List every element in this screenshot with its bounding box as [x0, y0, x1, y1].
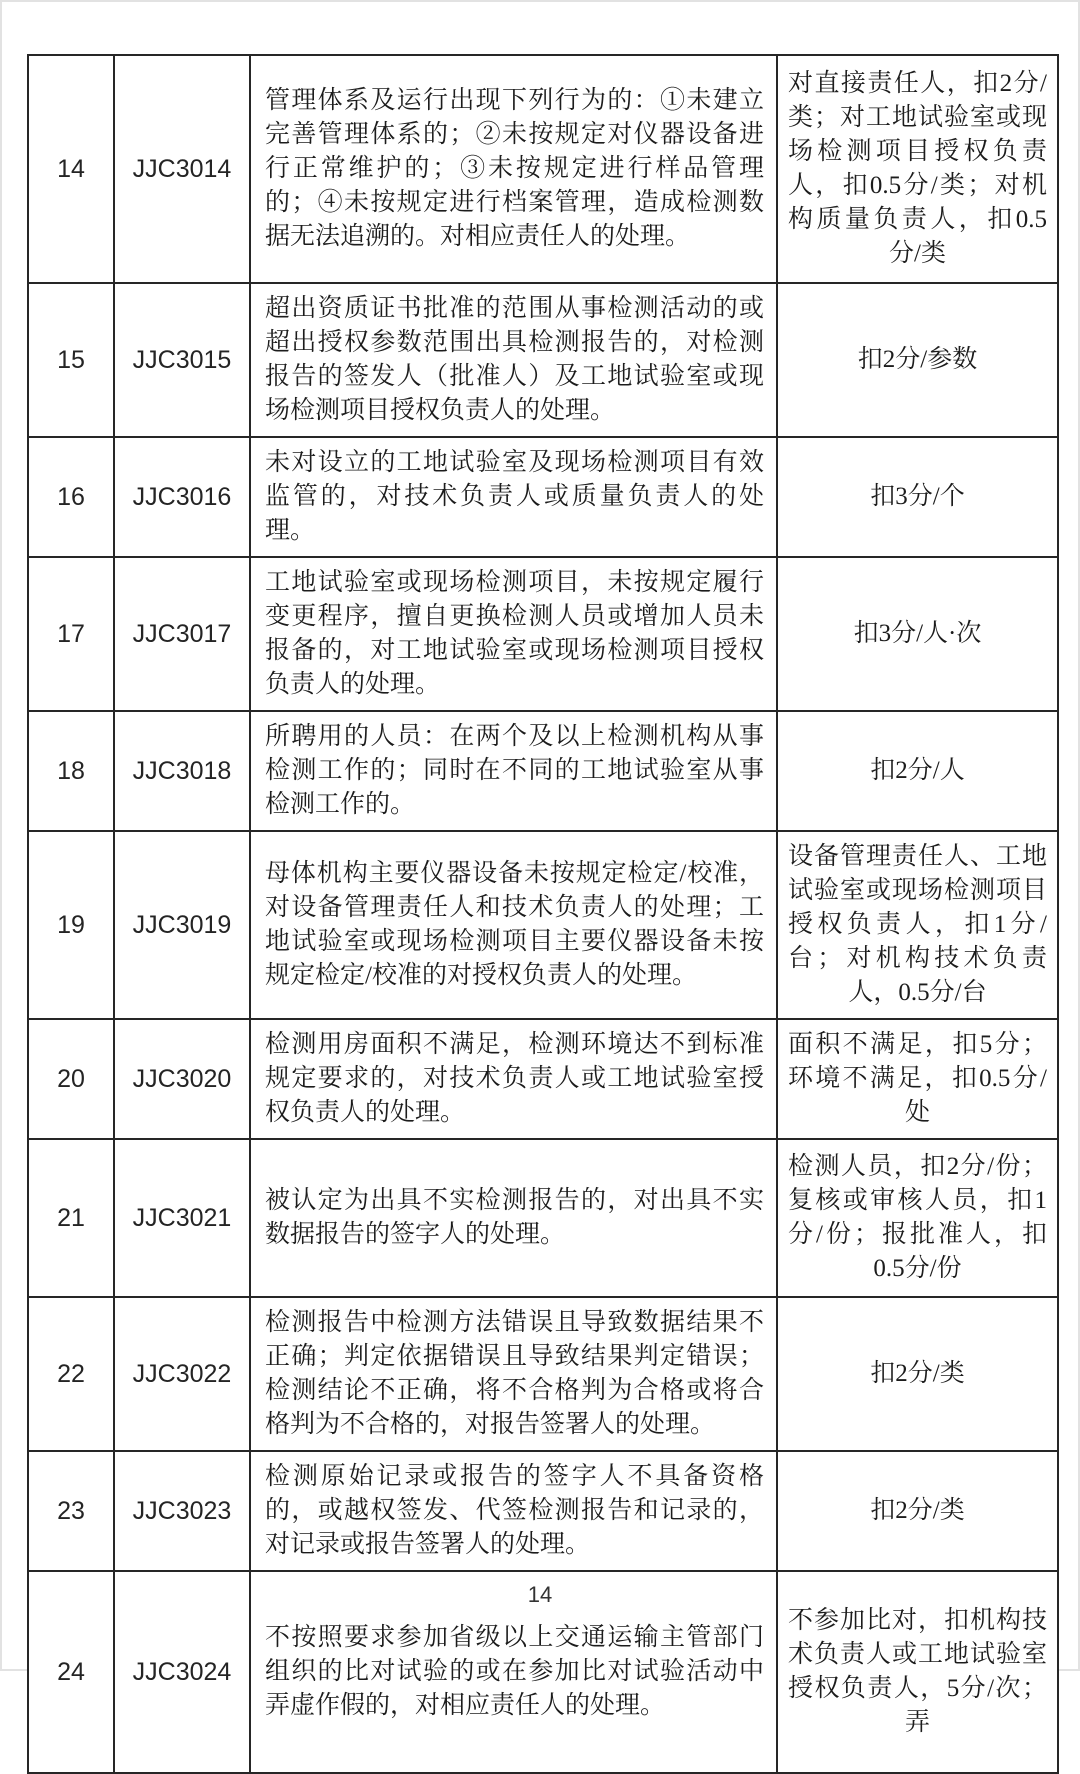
code-cell: JJC3023 [115, 1452, 251, 1570]
penalty-text: 扣2分/类 [870, 1497, 965, 1524]
description-text: 检测用房面积不满足，检测环境达不到标准规定要求的，对技术负责人或工地试验室授权负责人的处理。 [265, 1031, 764, 1126]
description-cell [251, 438, 778, 556]
penalty-text: 不参加比对，扣机构技术负责人或工地试验室授权负责人，5分/次；弄 [788, 1607, 1047, 1736]
penalty-cell [778, 284, 1057, 436]
penalty-cell [778, 712, 1057, 830]
penalty-text: 扣2分/类 [870, 1360, 965, 1387]
row-number-cell: 17 [29, 558, 115, 710]
description-text: 未对设立的工地试验室及现场检测项目有效监管的，对技术负责人或质量负责人的处理。 [265, 449, 764, 544]
code-cell: JJC3015 [115, 284, 251, 436]
description-cell [251, 284, 778, 436]
code-cell: JJC3019 [115, 832, 251, 1018]
description-text: 不按照要求参加省级以上交通运输主管部门组织的比对试验的或在参加比对试验活动中弄虚作假的，对相应责任人的处理。 [265, 1624, 764, 1719]
penalty-cell [778, 56, 1057, 282]
description-text: 被认定为出具不实检测报告的，对出具不实数据报告的签字人的处理。 [265, 1187, 764, 1248]
code-cell: JJC3018 [115, 712, 251, 830]
row-number-cell: 22 [29, 1298, 115, 1450]
penalty-cell [778, 832, 1057, 1018]
table-row [29, 284, 1057, 438]
description-text: 所聘用的人员：在两个及以上检测机构从事检测工作的；同时在不同的工地试验室从事检测工作的。 [265, 723, 764, 818]
code-cell: JJC3016 [115, 438, 251, 556]
penalty-text: 对直接责任人，扣2分/类；对工地试验室或现场检测项目授权负责人，扣0.5分/类；对机构质量负责人，扣0.5分/类 [788, 70, 1047, 267]
description-text: 检测报告中检测方法错误且导致数据结果不正确；判定依据错误且导致结果判定错误；检测结论不正确，将不合格判为合格或将合格判为不合格的，对报告签署人的处理。 [265, 1309, 764, 1438]
description-text: 管理体系及运行出现下列行为的：①未建立完善管理体系的；②未按规定对仪器设备进行正常维护的；③未按规定进行样品管理的；④未按规定进行档案管理，造成检测数据无法追溯的。对相应责任人的处理。 [265, 87, 764, 250]
row-number-cell: 19 [29, 832, 115, 1018]
description-text: 工地试验室或现场检测项目，未按规定履行变更程序，擅自更换检测人员或增加人员未报备的，对工地试验室或现场检测项目授权负责人的处理。 [265, 569, 764, 698]
table-row [29, 438, 1057, 558]
penalty-cell [778, 1140, 1057, 1296]
row-number-cell: 24 [29, 1572, 115, 1772]
description-cell [251, 712, 778, 830]
description-text: 检测原始记录或报告的签字人不具备资格的，或越权签发、代签检测报告和记录的，对记录或报告签署人的处理。 [265, 1463, 764, 1558]
table-row [29, 1298, 1057, 1452]
row-number-cell: 23 [29, 1452, 115, 1570]
penalty-cell [778, 558, 1057, 710]
description-cell [251, 832, 778, 1018]
penalty-cell [778, 1020, 1057, 1138]
code-cell: JJC3021 [115, 1140, 251, 1296]
description-cell [251, 1020, 778, 1138]
row-number-cell: 14 [29, 56, 115, 282]
description-cell [251, 558, 778, 710]
penalty-cell [778, 1452, 1057, 1570]
penalty-text: 检测人员，扣2分/份；复核或审核人员，扣1分/份；报批准人，扣0.5分/份 [788, 1153, 1047, 1282]
row-number-cell: 20 [29, 1020, 115, 1138]
penalty-cell [778, 1298, 1057, 1450]
description-cell [251, 1452, 778, 1570]
table-row [29, 1020, 1057, 1140]
description-cell [251, 1298, 778, 1450]
table-row [29, 832, 1057, 1020]
penalty-text: 扣3分/个 [870, 483, 965, 510]
row-number-cell: 16 [29, 438, 115, 556]
description-text: 母体机构主要仪器设备未按规定检定/校准，对设备管理责任人和技术负责人的处理；工地试验室或现场检测项目主要仪器设备未按规定检定/校准的对授权负责人的处理。 [265, 860, 764, 989]
code-cell: JJC3020 [115, 1020, 251, 1138]
row-number-cell: 15 [29, 284, 115, 436]
penalty-text: 面积不满足，扣5分；环境不满足，扣0.5分/处 [788, 1031, 1047, 1126]
penalty-text: 扣2分/参数 [857, 346, 978, 373]
description-cell [251, 1140, 778, 1296]
table-row [29, 56, 1057, 284]
code-cell: JJC3017 [115, 558, 251, 710]
table-row [29, 1140, 1057, 1298]
code-cell: JJC3014 [115, 56, 251, 282]
penalty-text: 扣3分/人·次 [853, 620, 982, 647]
table-row [29, 1452, 1057, 1572]
row-number-cell: 21 [29, 1140, 115, 1296]
code-cell: JJC3022 [115, 1298, 251, 1450]
code-cell: JJC3024 [115, 1572, 251, 1772]
page-number: 14 [527, 1582, 553, 1607]
description-text: 超出资质证书批准的范围从事检测活动的或超出授权参数范围出具检测报告的，对检测报告的签发人（批准人）及工地试验室或现场检测项目授权负责人的处理。 [265, 295, 764, 424]
table-row [29, 712, 1057, 832]
penalty-cell [778, 438, 1057, 556]
penalty-text: 设备管理责任人、工地试验室或现场检测项目授权负责人，扣1分/台；对机构技术负责人，0.5分/台 [788, 843, 1047, 1006]
table-row [29, 558, 1057, 712]
penalty-rules-table [27, 54, 1059, 1774]
row-number-cell: 18 [29, 712, 115, 830]
description-cell [251, 56, 778, 282]
document-page [2, 2, 1078, 1736]
penalty-text: 扣2分/人 [870, 757, 965, 784]
